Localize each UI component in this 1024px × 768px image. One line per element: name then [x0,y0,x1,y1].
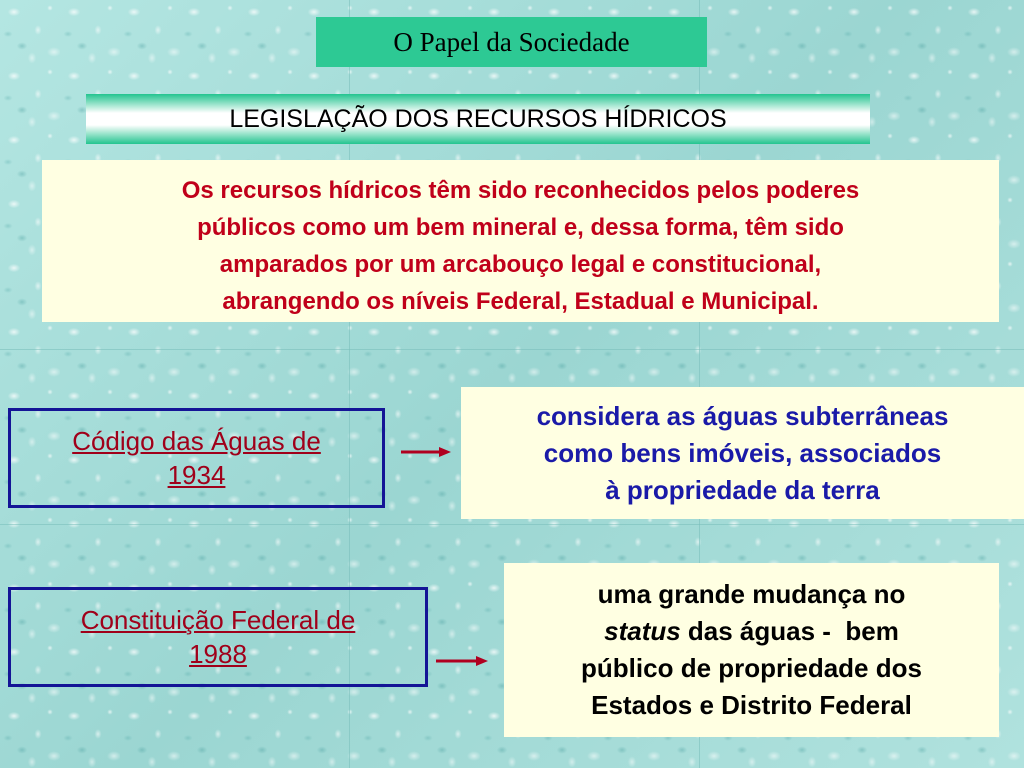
section-heading-text: LEGISLAÇÃO DOS RECURSOS HÍDRICOS [229,104,727,133]
law-name-line: Código das Águas de [72,426,321,456]
slide-title-text: O Papel da Sociedade [393,26,630,57]
law-constituicao-description [504,563,999,737]
law-codigo-aguas-description [461,387,1024,519]
description-line: público de propriedade dos [581,653,922,683]
intro-line: abrangendo os níveis Federal, Estadual e Municipal. [222,288,819,315]
law-name-line: 1934 [167,460,226,490]
slide-title [316,17,707,67]
law-name-line: Constituição Federal de [80,605,356,635]
description-line: Estados e Distrito Federal [591,690,912,720]
right-arrow-icon [436,654,488,668]
intro-line: Os recursos hídricos têm sido reconhecidos pelos poderes [181,177,860,204]
law-name-line: 1988 [189,639,247,669]
status-word: status [604,616,681,646]
right-arrow-icon [401,445,451,459]
law-codigo-aguas-box [8,408,385,508]
section-heading [86,94,870,144]
description-line: à propriedade da terra [605,474,880,505]
description-line: uma grande mudança no [597,579,906,609]
intro-line: públicos como um bem mineral e, dessa forma, têm sido [197,214,844,241]
intro-line: amparados por um arcabouço legal e constitucional, [219,251,822,278]
law-constituicao-box [8,587,428,687]
description-line: como bens imóveis, associados [543,437,942,468]
description-line: considera as águas subterrâneas [536,400,949,431]
description-line-rest: das águas - bem [680,616,899,646]
intro-paragraph [42,160,999,322]
description-line [581,613,922,650]
